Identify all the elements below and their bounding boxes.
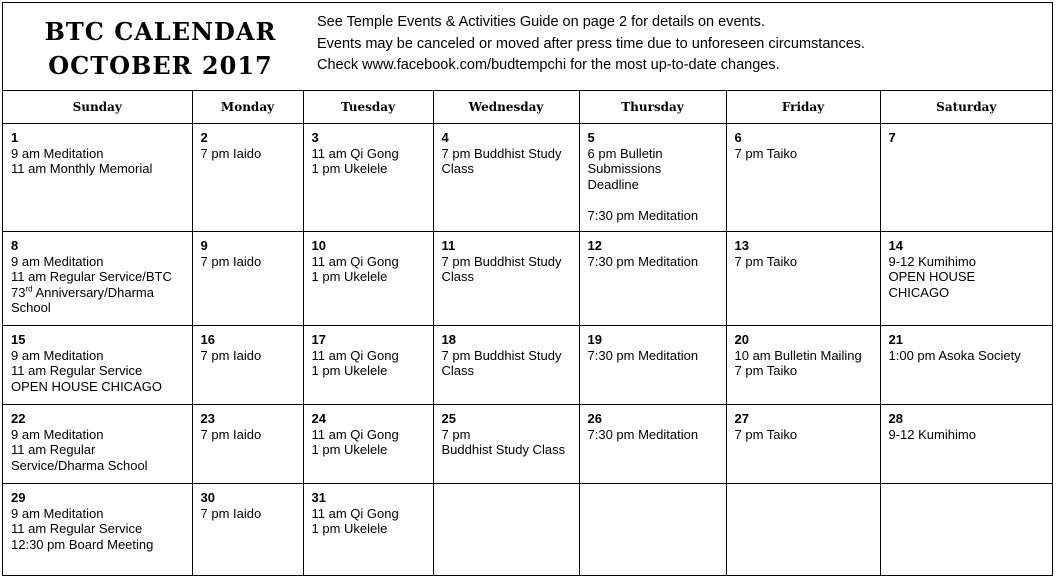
calendar-header — [3, 3, 1052, 91]
header-notes — [317, 12, 865, 77]
calendar-title-line-1: BTC CALENDAR — [44, 17, 277, 46]
event-line: 1 pm Ukelele — [311, 442, 388, 457]
event-line: 7:30 pm Meditation — [587, 426, 699, 442]
event-line: 9 am Meditation — [11, 145, 104, 161]
day-number: 19 — [587, 332, 602, 347]
event-line: 7 pm Buddhist Study — [441, 347, 562, 363]
day-number: 9 — [200, 238, 208, 253]
day-cell — [579, 405, 726, 484]
event-line: 7 pm — [441, 426, 471, 442]
week-row — [3, 405, 1052, 484]
day-cell — [3, 124, 192, 232]
event-line: 7 pm Taiko — [734, 363, 798, 378]
day-number: 21 — [888, 332, 903, 347]
event-line: 11 am Regular Service — [11, 521, 143, 536]
event-line: Class — [441, 161, 475, 176]
day-number: 30 — [200, 490, 215, 505]
event-line: 10 am Bulletin Mailing — [734, 347, 862, 363]
event-line: 7:30 pm Meditation — [587, 253, 699, 269]
event-line: 11 am Monthly Memorial — [11, 161, 153, 176]
day-cell — [726, 484, 880, 575]
day-cell — [726, 124, 880, 232]
event-line: 7 pm Buddhist Study — [441, 145, 562, 161]
day-number: 25 — [441, 411, 456, 426]
calendar-grid — [3, 90, 1052, 575]
day-cell — [3, 326, 192, 405]
weekday-friday: Friday — [726, 90, 880, 124]
day-cell — [303, 232, 433, 326]
day-cell — [726, 232, 880, 326]
event-line: 12:30 pm Board Meeting — [11, 536, 154, 552]
weekday-wednesday: Wednesday — [433, 90, 579, 124]
event-line: 6 pm Bulletin — [587, 145, 663, 161]
day-cell — [433, 232, 579, 326]
day-cell — [433, 326, 579, 405]
event-line: OPEN HOUSE CHICAGO — [11, 378, 162, 394]
day-number: 17 — [311, 332, 326, 347]
event-line: Class — [441, 363, 475, 378]
day-cell — [726, 405, 880, 484]
weekday-saturday: Saturday — [880, 90, 1052, 124]
day-cell — [880, 326, 1052, 405]
weekday-header-row — [3, 90, 1052, 124]
event-line: Submissions — [587, 161, 662, 176]
weekday-sunday: Sunday — [3, 90, 192, 124]
day-cell — [579, 326, 726, 405]
event-line: 1:00 pm Asoka Society — [888, 347, 1021, 363]
calendar-body — [3, 124, 1052, 575]
day-number: 28 — [888, 411, 903, 426]
day-cell — [579, 484, 726, 575]
day-number: 10 — [311, 238, 326, 253]
day-cell — [880, 484, 1052, 575]
event-line: 1 pm Ukelele — [311, 363, 388, 378]
event-line: 7 pm Buddhist Study — [441, 253, 562, 269]
note-guide: See Temple Events & Activities Guide on page 2 for details on events. — [317, 14, 765, 30]
event-line: 11 am Qi Gong — [311, 253, 399, 269]
event-line: 7 pm Iaido — [200, 145, 262, 161]
day-cell — [433, 124, 579, 232]
day-number: 11 — [441, 238, 456, 253]
day-number: 3 — [311, 130, 319, 145]
day-cell — [726, 326, 880, 405]
event-line: OPEN HOUSE — [888, 269, 976, 284]
day-number: 31 — [311, 490, 326, 505]
calendar-frame — [2, 2, 1053, 576]
event-line: 9 am Meditation — [11, 347, 104, 363]
week-row — [3, 326, 1052, 405]
day-number: 23 — [200, 411, 215, 426]
day-number: 15 — [11, 332, 26, 347]
event-line: CHICAGO — [888, 284, 950, 300]
event-line: 7:30 pm Meditation — [587, 347, 699, 363]
day-cell — [303, 405, 433, 484]
event-line: 7 pm Iaido — [200, 426, 262, 442]
weekday-thursday: Thursday — [579, 90, 726, 124]
day-cell — [3, 232, 192, 326]
event-line: Service/Dharma School — [11, 457, 148, 473]
note-cancellations: Events may be canceled or moved after press time due to unforeseen circumstances. — [317, 35, 866, 52]
day-cell — [303, 124, 433, 232]
event-spacer — [588, 192, 719, 208]
event-line: Buddhist Study Class — [441, 442, 566, 457]
event-line: School — [11, 300, 51, 315]
event-line: 11 am Qi Gong — [311, 426, 399, 442]
event-line: 11 am Qi Gong — [311, 347, 399, 363]
weekday-monday: Monday — [192, 90, 303, 124]
day-number: 7 — [888, 130, 896, 145]
day-number: 20 — [734, 332, 749, 347]
event-line: 9 am Meditation — [11, 426, 104, 442]
event-line: 73rd Anniversary/Dharma — [11, 284, 154, 300]
day-cell — [3, 405, 192, 484]
day-cell — [880, 232, 1052, 326]
event-line: 11 am Qi Gong — [311, 145, 399, 161]
day-number: 6 — [734, 130, 742, 145]
day-number: 24 — [311, 411, 326, 426]
week-row — [3, 484, 1052, 575]
day-cell — [880, 124, 1052, 232]
day-cell — [192, 326, 303, 405]
day-number: 4 — [441, 130, 449, 145]
day-number: 18 — [441, 332, 456, 347]
event-line: 9-12 Kumihimo — [888, 253, 976, 269]
day-number: 1 — [11, 130, 19, 145]
day-number: 12 — [587, 238, 602, 253]
event-line: 9 am Meditation — [11, 505, 104, 521]
event-line: 7 pm Iaido — [200, 505, 262, 521]
day-cell — [303, 326, 433, 405]
calendar-title — [3, 15, 318, 83]
event-line: 11 am Regular — [11, 442, 96, 457]
day-cell — [192, 484, 303, 575]
day-cell — [303, 484, 433, 575]
calendar-title-line-2: OCTOBER 2017 — [48, 51, 273, 80]
event-line: 11 am Qi Gong — [311, 505, 399, 521]
event-line: 7 pm Taiko — [734, 253, 798, 269]
day-cell — [3, 484, 192, 575]
event-line: 7:30 pm Meditation — [587, 207, 699, 223]
event-line: 7 pm Iaido — [200, 347, 262, 363]
week-row — [3, 124, 1052, 232]
event-line: 7 pm Taiko — [734, 145, 798, 161]
day-cell — [192, 124, 303, 232]
day-number: 5 — [587, 130, 595, 145]
day-cell — [579, 124, 726, 232]
day-cell — [579, 232, 726, 326]
event-line: 11 am Regular Service — [11, 363, 143, 378]
day-number: 29 — [11, 490, 26, 505]
day-number: 26 — [587, 411, 602, 426]
event-line: 9-12 Kumihimo — [888, 426, 976, 442]
event-line: 7 pm Iaido — [200, 253, 262, 269]
day-cell — [880, 405, 1052, 484]
day-number: 8 — [11, 238, 19, 253]
day-number: 22 — [11, 411, 26, 426]
event-line: 1 pm Ukelele — [311, 269, 388, 284]
event-line: Deadline — [587, 176, 639, 192]
day-cell — [192, 405, 303, 484]
event-line: 7 pm Taiko — [734, 426, 798, 442]
event-line: 11 am Regular Service/BTC — [11, 269, 172, 284]
event-line: 1 pm Ukelele — [311, 521, 388, 536]
week-row — [3, 232, 1052, 326]
day-number: 13 — [734, 238, 749, 253]
day-cell — [192, 232, 303, 326]
day-number: 27 — [734, 411, 749, 426]
event-line: 9 am Meditation — [11, 253, 104, 269]
event-line: 1 pm Ukelele — [311, 161, 388, 176]
weekday-tuesday: Tuesday — [303, 90, 433, 124]
event-line: Class — [441, 269, 475, 284]
day-number: 2 — [200, 130, 208, 145]
note-facebook: Check www.facebook.com/budtempchi for the most up-to-date changes. — [317, 57, 780, 73]
day-number: 16 — [200, 332, 215, 347]
day-number: 14 — [888, 238, 903, 253]
day-cell — [433, 405, 579, 484]
day-cell — [433, 484, 579, 575]
